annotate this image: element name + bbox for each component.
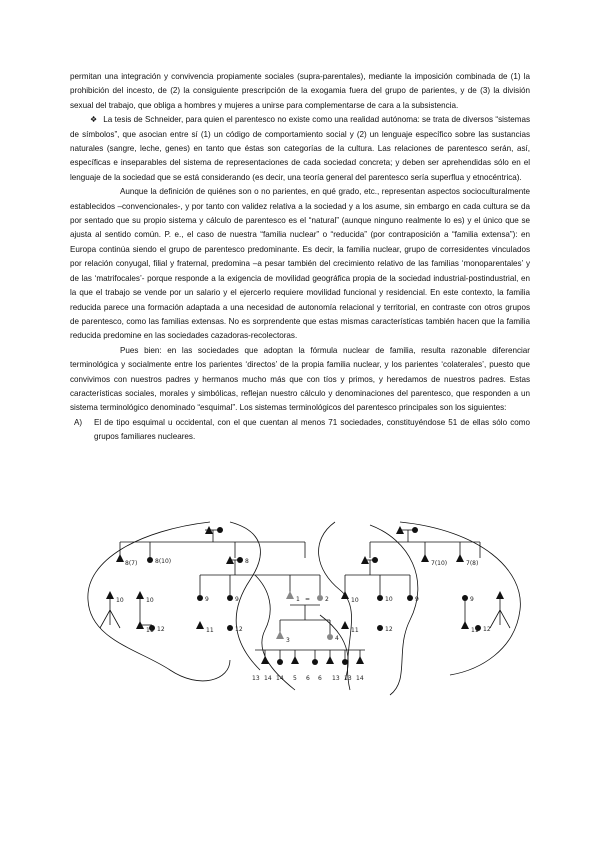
- list-item-letter: A): [74, 417, 83, 427]
- label-n12d: 12: [483, 626, 491, 633]
- page-body: [70, 70, 530, 445]
- label-n10a: 10: [116, 597, 124, 604]
- paragraph-1: permitan una integración y convivencia propiamente sociales (supra-parentales), mediante la imposición combinada de (1) la prohibición del incesto, de (2) la consiguiente prescripción de la exogamia fuera del grupo de parientes, y de (3) la división sexual del trabajo, que obliga a hombres y mujeres a unirse para complementarse de cara a la subsistencia.: [70, 72, 530, 110]
- paragraph-schneider: [70, 113, 530, 185]
- label-g1-left2: 8(10): [155, 558, 172, 565]
- label-b13c: 13: [344, 675, 352, 682]
- label-n9b: 9: [235, 596, 239, 603]
- label-n9c: 9: [415, 596, 419, 603]
- list-item-a: [70, 416, 530, 445]
- label-b6b: 6: [318, 675, 322, 682]
- label-n12b: 12: [235, 626, 243, 633]
- kinship-diagram-svg: [80, 520, 530, 700]
- label-b14a: 14: [264, 675, 272, 682]
- paragraph-4: Pues bien: en las sociedades que adoptan la fórmula nuclear de familia, resulta razonable diferenciar terminológica y socialmente entre los parientes ‘directos’ de la propia familia nuclear, y los parientes ‘colaterales’, puesto que convivimos con nuestros padres y hermanos mucho más que con tíos y primos, y heredamos de nuestros padres. Estas características sociales, morales y simbólicas, reflejan nuestro cálculo y denominaciones del parentesco, que responden a un sistema terminológico denominado “esquimal”. Los sistemas terminológicos del parentesco principales son los siguientes:: [70, 345, 530, 413]
- list-item-text: El de tipo esquimal u occidental, con el que cuentan al menos 71 sociedades, constituyéndose 51 de ellas sólo como grupos familiares nucleares.: [94, 417, 530, 442]
- kinship-diagram: [80, 520, 530, 700]
- paragraph-schneider-text: La tesis de Schneider, para quien el parentesco no existe como una realidad autónoma: se trata de diversos “sistemas de símbolos”, que asocian entre sí (1) un código de comportamiento social y (2) un lenguaje específico sobre las sustancias naturales (sangre, leche, genes) en tanto que éstas son categorías de la cultura. Las relaciones de parentesco serán, así, específicas e inseparables del sistema de representaciones de cada sociedad concreta; y deben ser aprehendidas sólo en el lenguaje de la sociedad que se está considerando (es decir, una teoría general del parentesco sería superflua y etnocéntrica).: [70, 115, 531, 182]
- label-b13b: 13: [332, 675, 340, 682]
- label-n10b: 10: [146, 597, 154, 604]
- label-g1-right2: 7(8): [466, 560, 479, 567]
- label-n11c: 11: [351, 627, 359, 634]
- label-n11a: 11: [146, 627, 154, 634]
- label-n10d: 10: [385, 596, 393, 603]
- label-n1: 1: [296, 596, 300, 603]
- label-b5: 5: [293, 675, 297, 682]
- label-g1-mid: 8: [245, 558, 249, 565]
- label-n9a: 9: [205, 596, 209, 603]
- label-n11d: 11: [471, 627, 479, 634]
- label-g1-right1: 7(10): [431, 560, 448, 567]
- label-b13a: 13: [252, 675, 260, 682]
- label-b6: 6: [306, 675, 310, 682]
- label-n12c: 12: [385, 626, 393, 633]
- label-b14c: 14: [356, 675, 364, 682]
- label-n4: 4: [335, 635, 339, 642]
- label-n12a: 12: [157, 626, 165, 633]
- label-b14b: 14: [276, 675, 284, 682]
- paragraph-3: Aunque la definición de quiénes son o no parientes, en qué grado, etc., representan aspectos socioculturalmente establecidos –convencionales-, y por tanto con validez relativa a la sociedad y a los asume, sin embargo en cada cultura se da por sentado que su propio sistema y cálculo de parentesco es el “natural” (aunque ninguno realmente lo es) y el único que se ajusta al sentido común. P. e., el caso de nuestra “familia nuclear” o “reducida” (por contraposición a “familia extensa”): en Europa continúa siendo el grupo de parentesco predominante. Es decir, la familia nuclear, grupo de corresidentes vinculados por relación conyugal, filial y fraternal, predomina –a pesar también del crecimiento relativo de las familias ‘monoparentales’ y de las ‘matrifocales’- porque responde a la exigencia de movilidad geográfica propia de la sociedad industrial-postindustrial, en la que el trabajo se vende por un salario y el ejercerlo requiere movilidad funcional y residencial. En este contexto, la familia reducida parece una formación adaptada a una necesidad de autonomía relacional y territorial, en contraste con otros grupos de parentesco, como las familias extensas. No es sorprendente que estas mismas características también hacen que la familia reducida predomine en las sociedades cazadoras-recolectoras.: [70, 187, 530, 341]
- label-n2: 2: [325, 596, 329, 603]
- label-ego-eq: =: [305, 596, 311, 603]
- label-n3: 3: [286, 637, 290, 644]
- diamond-bullet-icon: ❖: [90, 115, 98, 125]
- label-g1-left: 8(7): [125, 560, 138, 567]
- label-n11b: 11: [206, 627, 214, 634]
- label-n10c: 10: [351, 597, 359, 604]
- label-n9d: 9: [470, 596, 474, 603]
